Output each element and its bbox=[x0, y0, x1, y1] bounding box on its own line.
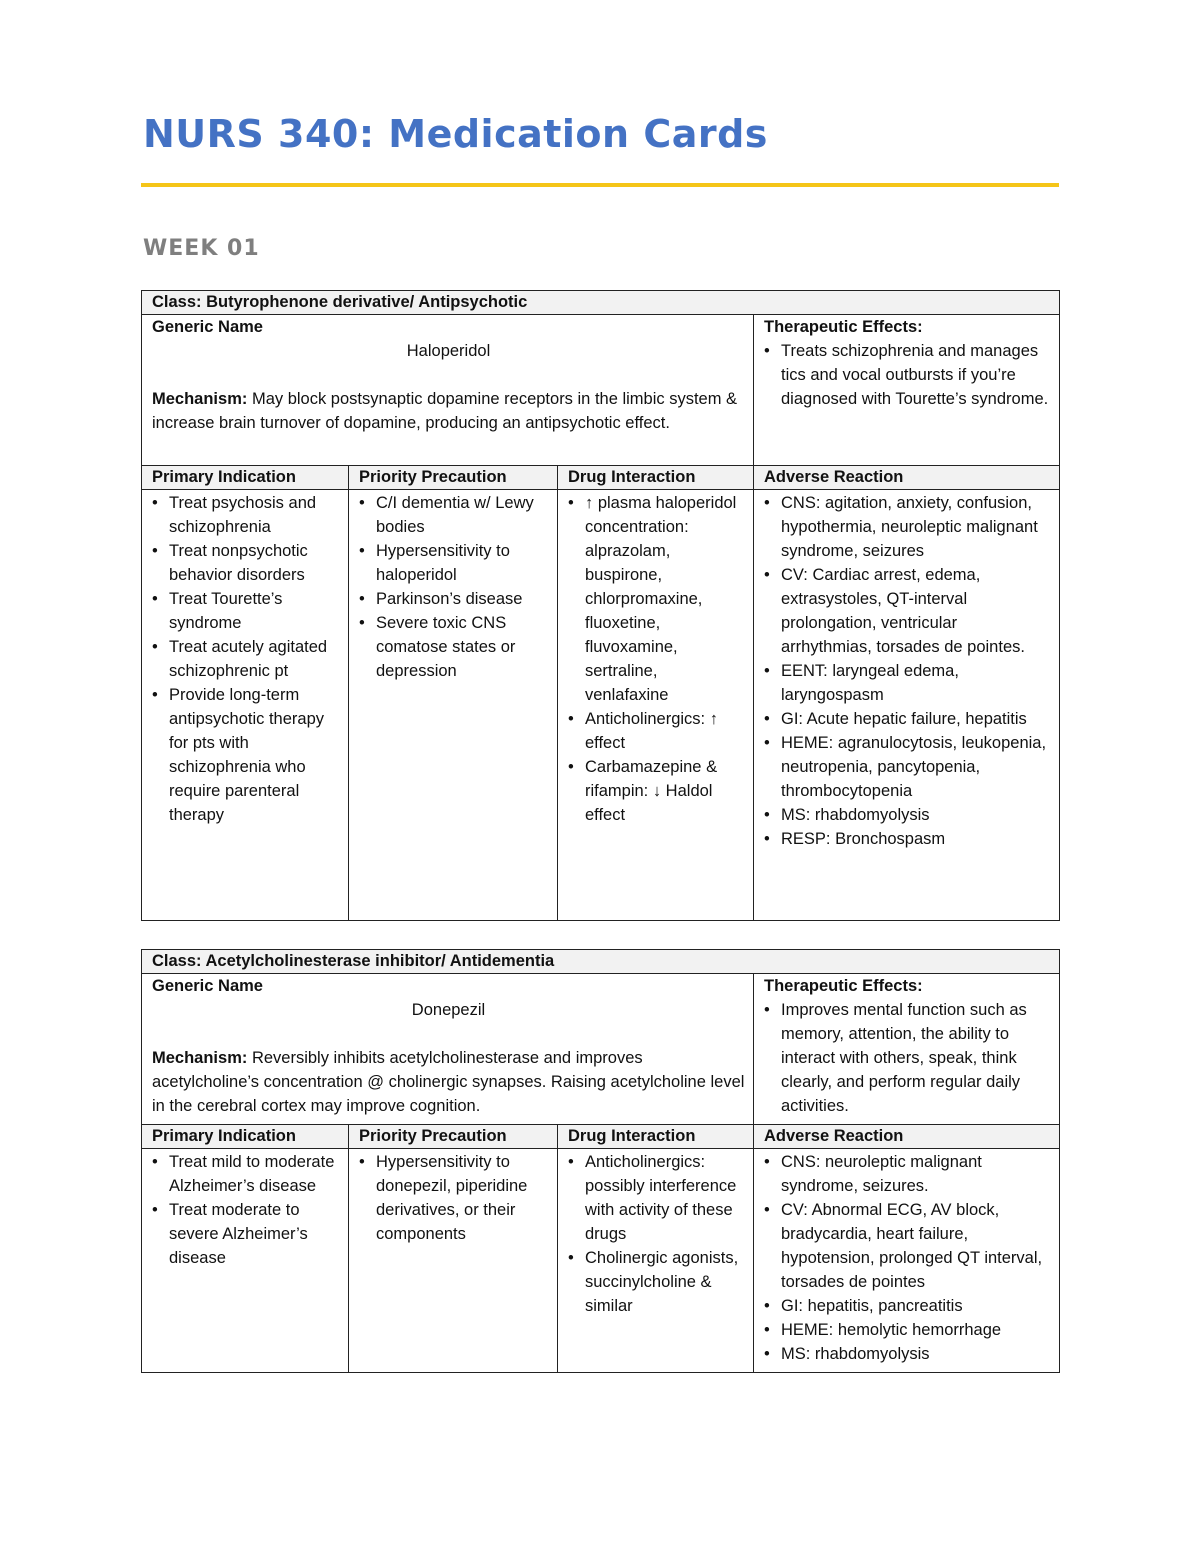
drug-class: Class: Butyrophenone derivative/ Antipsychotic bbox=[142, 291, 1060, 315]
list-item: • GI: Acute hepatic failure, hepatitis bbox=[764, 707, 1051, 731]
therapeutic-effects-cell bbox=[754, 974, 1060, 1125]
generic-name-cell bbox=[142, 315, 754, 466]
generic-name: Donepezil bbox=[411, 1001, 486, 1019]
list-item: • HEME: agranulocytosis, leukopenia, neutropenia, pancytopenia, thrombocytopenia bbox=[764, 731, 1051, 803]
list-item: • Anticholinergics: ↑ effect bbox=[568, 707, 745, 755]
therapeutic-effects-list bbox=[764, 339, 1051, 411]
medication-card-haloperidol bbox=[141, 290, 1060, 921]
column-header: Drug Interaction bbox=[558, 1125, 754, 1149]
mechanism-label: Mechanism: bbox=[152, 1049, 248, 1067]
primary-indication-cell bbox=[142, 1149, 349, 1373]
priority-precaution-cell bbox=[349, 490, 558, 921]
list-item: • Hypersensitivity to donepezil, piperidine derivatives, or their components bbox=[359, 1150, 549, 1246]
mechanism-text: Reversibly inhibits acetylcholinesterase and improves acetylcholine’s concentration @ cholinergic synapses. Raising acetylcholine level in the cerebral cortex may improve cognition. bbox=[152, 1049, 745, 1115]
column-header: Adverse Reaction bbox=[754, 1125, 1060, 1149]
drug-interaction-cell bbox=[558, 490, 754, 921]
list-item: • Severe toxic CNS comatose states or depression bbox=[359, 611, 549, 683]
list-item: • RESP: Bronchospasm bbox=[764, 827, 1051, 851]
mechanism bbox=[152, 1046, 745, 1118]
column-header: Adverse Reaction bbox=[754, 466, 1060, 490]
list-item: • Treat nonpsychotic behavior disorders bbox=[152, 539, 340, 587]
mechanism-text: May block postsynaptic dopamine receptors in the limbic system & increase brain turnover of dopamine, producing an antipsychotic effect. bbox=[152, 390, 738, 432]
column-header: Priority Precaution bbox=[349, 466, 558, 490]
priority-precaution-cell bbox=[349, 1149, 558, 1373]
list-item: • MS: rhabdomyolysis bbox=[764, 1342, 1051, 1366]
drug-class: Class: Acetylcholinesterase inhibitor/ Antidementia bbox=[142, 950, 1060, 974]
list-item: • MS: rhabdomyolysis bbox=[764, 803, 1051, 827]
list-item: • Treat acutely agitated schizophrenic pt bbox=[152, 635, 340, 683]
list-item: • Provide long-term antipsychotic therapy for pts with schizophrenia who require parenteral therapy bbox=[152, 683, 340, 827]
therapeutic-effects-cell bbox=[754, 315, 1060, 466]
list-item: • Improves mental function such as memory, attention, the ability to interact with others, speak, think clearly, and perform regular daily activities. bbox=[764, 998, 1051, 1118]
list-item: • ↑ plasma haloperidol concentration: alprazolam, buspirone, chlorpromaxine, fluoxetine, fluvoxamine, sertraline, venlafaxine bbox=[568, 491, 745, 707]
list-item: • Treat moderate to severe Alzheimer’s disease bbox=[152, 1198, 340, 1270]
title-divider bbox=[141, 183, 1059, 187]
document-title: NURS 340: Medication Cards bbox=[143, 112, 768, 156]
list-item: • CV: Abnormal ECG, AV block, bradycardia, heart failure, hypotension, prolonged QT interval, torsades de pointes bbox=[764, 1198, 1051, 1294]
week-heading: WEEK 01 bbox=[143, 236, 260, 261]
list-item: • Hypersensitivity to haloperidol bbox=[359, 539, 549, 587]
column-header: Primary Indication bbox=[142, 466, 349, 490]
list-item: • Anticholinergics: possibly interference with activity of these drugs bbox=[568, 1150, 745, 1246]
column-header: Priority Precaution bbox=[349, 1125, 558, 1149]
therapeutic-effects-list bbox=[764, 998, 1051, 1118]
therapeutic-effects-label: Therapeutic Effects: bbox=[764, 318, 923, 336]
list-item: • Parkinson’s disease bbox=[359, 587, 549, 611]
list-item: • Carbamazepine & rifampin: ↓ Haldol effect bbox=[568, 755, 745, 827]
mechanism-label: Mechanism: bbox=[152, 390, 248, 408]
generic-name-label: Generic Name bbox=[152, 318, 263, 336]
list-item: • Treat mild to moderate Alzheimer’s disease bbox=[152, 1150, 340, 1198]
medication-card-donepezil bbox=[141, 949, 1060, 1373]
column-header: Primary Indication bbox=[142, 1125, 349, 1149]
generic-name-label: Generic Name bbox=[152, 977, 263, 995]
drug-interaction-cell bbox=[558, 1149, 754, 1373]
list-item: • CNS: neuroleptic malignant syndrome, seizures. bbox=[764, 1150, 1051, 1198]
list-item: • C/I dementia w/ Lewy bodies bbox=[359, 491, 549, 539]
therapeutic-effects-label: Therapeutic Effects: bbox=[764, 977, 923, 995]
list-item: • GI: hepatitis, pancreatitis bbox=[764, 1294, 1051, 1318]
list-item: • HEME: hemolytic hemorrhage bbox=[764, 1318, 1051, 1342]
primary-indication-cell bbox=[142, 490, 349, 921]
adverse-reaction-cell bbox=[754, 490, 1060, 921]
mechanism bbox=[152, 387, 745, 435]
list-item: • Treat psychosis and schizophrenia bbox=[152, 491, 340, 539]
list-item: • EENT: laryngeal edema, laryngospasm bbox=[764, 659, 1051, 707]
list-item: • Treats schizophrenia and manages tics and vocal outbursts if you’re diagnosed with Tourette’s syndrome. bbox=[764, 339, 1051, 411]
generic-name-cell bbox=[142, 974, 754, 1125]
list-item: • CV: Cardiac arrest, edema, extrasystoles, QT-interval prolongation, ventricular arrhythmias, torsades de pointes. bbox=[764, 563, 1051, 659]
column-header: Drug Interaction bbox=[558, 466, 754, 490]
generic-name: Haloperidol bbox=[406, 342, 491, 360]
list-item: • Treat Tourette’s syndrome bbox=[152, 587, 340, 635]
list-item: • CNS: agitation, anxiety, confusion, hypothermia, neuroleptic malignant syndrome, seizures bbox=[764, 491, 1051, 563]
list-item: • Cholinergic agonists, succinylcholine & similar bbox=[568, 1246, 745, 1318]
adverse-reaction-cell bbox=[754, 1149, 1060, 1373]
